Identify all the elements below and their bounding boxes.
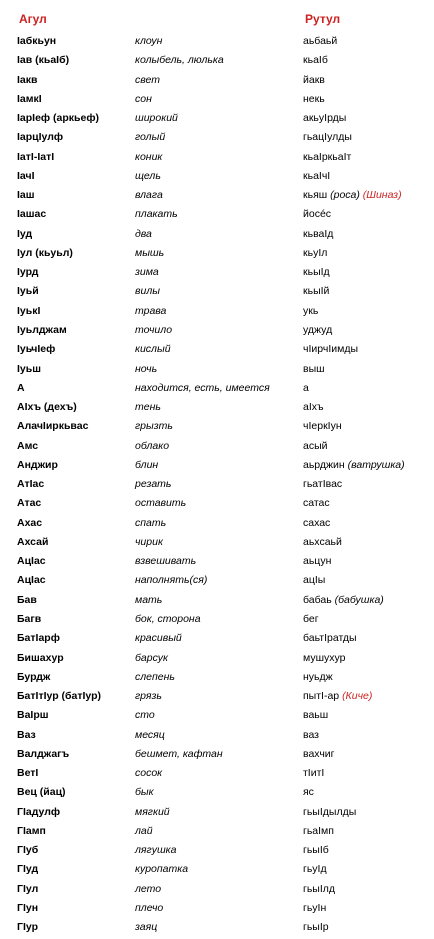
agul-word: ГIадулф xyxy=(17,805,61,818)
russian-translation: трава xyxy=(135,304,167,317)
table-row xyxy=(0,342,434,361)
agul-word: IарцIулф xyxy=(17,131,64,144)
agul-word: Бав xyxy=(17,593,37,606)
agul-word: Iуьй xyxy=(17,285,39,298)
rutul-word-cell xyxy=(303,613,319,625)
agul-word: ГIур xyxy=(17,921,38,934)
table-row xyxy=(0,130,434,149)
rutul-note: (роса) xyxy=(330,189,360,202)
agul-word: ГIун xyxy=(17,901,39,914)
russian-translation: мышь xyxy=(135,246,165,259)
table-row xyxy=(0,862,434,881)
russian-translation: бешмет, кафтан xyxy=(135,747,223,760)
russian-translation: облако xyxy=(135,439,170,452)
agul-word: АтIас xyxy=(17,478,45,491)
rutul-word: вахчиг xyxy=(303,747,335,760)
table-row xyxy=(0,477,434,496)
rutul-column-header: Рутул xyxy=(305,12,341,26)
rutul-word-cell xyxy=(303,748,335,760)
table-row xyxy=(0,843,434,862)
table-row xyxy=(0,419,434,438)
table-row xyxy=(0,747,434,766)
rutul-word-cell xyxy=(303,228,333,240)
agul-word: Iакв xyxy=(17,73,38,86)
agul-word: А xyxy=(17,381,25,394)
russian-translation: плечо xyxy=(135,901,164,914)
agul-word: ГIуд xyxy=(17,863,39,876)
table-row xyxy=(0,246,434,265)
russian-translation: красивый xyxy=(135,632,182,645)
russian-translation: свет xyxy=(135,73,160,86)
russian-translation: широкий xyxy=(135,112,178,125)
russian-translation: находится, есть, имеется xyxy=(135,381,270,394)
rutul-word: кьуIл xyxy=(303,246,328,259)
agul-word: Бурдж xyxy=(17,670,51,683)
rutul-word-cell xyxy=(303,324,332,336)
rutul-word-cell xyxy=(303,382,309,394)
rutul-word: мушухур xyxy=(303,651,346,664)
rutul-word: а xyxy=(303,381,309,394)
table-row xyxy=(0,535,434,554)
rutul-word-cell xyxy=(303,112,346,124)
table-row xyxy=(0,554,434,573)
word-list xyxy=(0,34,434,939)
rutul-word-cell xyxy=(303,921,329,933)
agul-word: Iабкьун xyxy=(17,35,57,47)
rutul-word-cell xyxy=(303,131,352,143)
column-header-row xyxy=(0,8,434,32)
table-row xyxy=(0,901,434,920)
russian-translation: спать xyxy=(135,516,167,529)
rutul-word: гьуIд xyxy=(303,863,327,876)
table-row xyxy=(0,651,434,670)
rutul-word: асый xyxy=(303,439,328,452)
russian-translation: ночь xyxy=(135,362,158,375)
agul-word: Амс xyxy=(17,439,39,452)
rutul-dialect-note: (Шиназ) xyxy=(362,189,402,202)
agul-word: ВаIрш xyxy=(17,709,49,722)
rutul-word: кьваIд xyxy=(303,227,334,240)
table-row xyxy=(0,111,434,130)
rutul-word-cell xyxy=(303,709,328,721)
rutul-word: пытI-ар xyxy=(303,690,340,703)
rutul-word-cell xyxy=(303,574,325,586)
table-row xyxy=(0,304,434,323)
rutul-word: аьбаьй xyxy=(303,35,338,47)
rutul-dialect-note: (Киче) xyxy=(342,690,373,703)
agul-word: Iул (кьуьл) xyxy=(17,246,73,259)
russian-translation: лето xyxy=(135,882,162,895)
agul-word: АцIас xyxy=(17,555,46,568)
agul-word: IамкI xyxy=(17,92,42,105)
table-row xyxy=(0,689,434,708)
rutul-word-cell xyxy=(303,786,314,798)
table-row xyxy=(0,458,434,477)
rutul-word-cell xyxy=(303,863,327,875)
agul-word: Ахсай xyxy=(17,535,49,548)
agul-word: БатIтIур (батIур) xyxy=(17,690,102,703)
agul-word: IачI xyxy=(17,169,35,182)
table-row xyxy=(0,573,434,592)
agul-word: Багв xyxy=(17,612,42,625)
rutul-word-cell xyxy=(303,517,330,529)
rutul-word-cell xyxy=(303,189,402,201)
rutul-word-cell xyxy=(303,363,325,375)
rutul-word-cell xyxy=(303,420,342,432)
russian-translation: месяц xyxy=(135,728,165,741)
table-row xyxy=(0,150,434,169)
russian-translation: коник xyxy=(135,150,163,163)
agul-word: Анджир xyxy=(17,458,58,471)
rutul-word: кьяш xyxy=(303,189,328,202)
agul-word: Атас xyxy=(17,497,42,510)
rutul-word: ацIы xyxy=(303,574,326,587)
table-row xyxy=(0,670,434,689)
rutul-word: кьаIчI xyxy=(303,169,331,182)
russian-translation: барсук xyxy=(135,651,168,664)
table-row xyxy=(0,227,434,246)
russian-translation: влага xyxy=(135,189,163,202)
russian-translation: оставить xyxy=(135,497,187,510)
rutul-word: аьцун xyxy=(303,555,332,568)
rutul-word: выш xyxy=(303,362,325,375)
rutul-word-cell xyxy=(303,170,330,182)
rutul-word: чIирчIимды xyxy=(303,343,359,356)
agul-word: IарIеф (аркьеф) xyxy=(17,112,100,125)
rutul-word-cell xyxy=(303,459,405,471)
russian-translation: плакать xyxy=(135,208,178,221)
rutul-word: яс xyxy=(303,786,314,799)
russian-translation: резать xyxy=(135,478,172,491)
agul-column-header: Агул xyxy=(19,12,47,26)
rutul-word: чIеркIун xyxy=(303,420,342,433)
rutul-word: йocéс xyxy=(303,208,332,221)
agul-word: Iашас xyxy=(17,208,47,221)
rutul-word-cell xyxy=(303,343,358,355)
russian-translation: колыбель, люлька xyxy=(135,54,224,67)
rutul-word: йакв xyxy=(303,73,325,86)
rutul-word-cell xyxy=(303,247,327,259)
russian-translation: два xyxy=(135,227,152,240)
table-row xyxy=(0,785,434,804)
russian-translation: сон xyxy=(135,92,152,105)
russian-translation: чирик xyxy=(135,535,163,548)
table-row xyxy=(0,169,434,188)
russian-translation: бок, сторона xyxy=(135,612,201,625)
rutul-word: бег xyxy=(303,612,319,625)
rutul-word: сатас xyxy=(303,497,330,510)
russian-translation: наполнять(ся) xyxy=(135,574,208,587)
table-row xyxy=(0,612,434,631)
agul-word: ВетI xyxy=(17,767,39,780)
rutul-word: кьыIй xyxy=(303,285,330,298)
russian-translation: мать xyxy=(135,593,163,606)
table-row xyxy=(0,400,434,419)
rutul-word: гьаIмп xyxy=(303,824,334,837)
table-row xyxy=(0,284,434,303)
rutul-word-cell xyxy=(303,825,334,837)
rutul-word-cell xyxy=(303,806,356,818)
russian-translation: щель xyxy=(135,169,161,182)
rutul-word-cell xyxy=(303,93,325,105)
agul-word: Бишахур xyxy=(17,651,64,664)
rutul-word: ваз xyxy=(303,728,319,741)
rutul-word-cell xyxy=(303,536,342,548)
rutul-word: кьаIб xyxy=(303,54,328,67)
rutul-word: аьхсаьй xyxy=(303,535,342,548)
rutul-word-cell xyxy=(303,729,319,741)
rutul-word: аьрджин xyxy=(303,458,345,471)
table-row xyxy=(0,92,434,111)
rutul-word: гьыIр xyxy=(303,921,329,934)
table-row xyxy=(0,381,434,400)
rutul-word: кьаIркьаIт xyxy=(303,150,352,163)
table-row xyxy=(0,34,434,53)
table-row xyxy=(0,207,434,226)
rutul-word-cell xyxy=(303,594,384,606)
russian-translation: куропатка xyxy=(135,863,189,876)
rutul-word-cell xyxy=(303,652,345,664)
agul-word: Iурд xyxy=(17,266,39,279)
agul-word: ГIамп xyxy=(17,824,46,837)
russian-translation: точило xyxy=(135,323,173,336)
rutul-word-cell xyxy=(303,844,329,856)
rutul-word: акьуIрды xyxy=(303,112,347,125)
agul-word: АлачIиркьвас xyxy=(17,420,89,433)
table-row xyxy=(0,362,434,381)
rutul-word-cell xyxy=(303,883,335,895)
russian-translation: лай xyxy=(135,824,153,837)
agul-word: Iуьлджам xyxy=(17,323,67,336)
rutul-note: (бабушка) xyxy=(334,593,384,606)
table-row xyxy=(0,728,434,747)
agul-word: АцIас xyxy=(17,574,46,587)
table-row xyxy=(0,593,434,612)
table-row xyxy=(0,323,434,342)
rutul-word-cell xyxy=(303,285,329,297)
russian-translation: клоун xyxy=(135,35,163,47)
agul-word: БатIарф xyxy=(17,632,60,645)
rutul-word-cell xyxy=(303,266,330,278)
russian-translation: заяц xyxy=(135,921,158,934)
agul-word: ГIуб xyxy=(17,844,39,857)
russian-translation: мягкий xyxy=(135,805,170,818)
table-row xyxy=(0,805,434,824)
table-row xyxy=(0,708,434,727)
rutul-word-cell xyxy=(303,54,328,66)
table-row xyxy=(0,265,434,284)
russian-translation: голый xyxy=(135,131,166,144)
table-row xyxy=(0,188,434,207)
rutul-word: бабаь xyxy=(303,593,332,606)
russian-translation: блин xyxy=(135,458,159,471)
rutul-word: некь xyxy=(303,92,325,105)
agul-word: Ахас xyxy=(17,516,43,529)
rutul-word-cell xyxy=(303,671,333,683)
agul-word: IуькI xyxy=(17,304,41,317)
russian-translation: зима xyxy=(135,266,159,279)
rutul-word: гьуIн xyxy=(303,901,327,914)
rutul-word: кьыIд xyxy=(303,266,330,279)
rutul-word-cell xyxy=(303,305,318,317)
russian-translation: слепень xyxy=(135,670,175,683)
agul-word: AIхъ (дехъ) xyxy=(17,401,77,414)
russian-translation: лягушка xyxy=(135,844,177,857)
russian-translation: вилы xyxy=(135,285,160,298)
agul-word: Iуд xyxy=(17,227,33,240)
russian-translation: бык xyxy=(135,786,154,799)
rutul-word-cell xyxy=(303,151,351,163)
rutul-word-cell xyxy=(303,767,324,779)
table-row xyxy=(0,766,434,785)
agul-word: ГIул xyxy=(17,882,39,895)
russian-translation: тень xyxy=(135,401,161,414)
rutul-word: аIхъ xyxy=(303,401,324,414)
rutul-word-cell xyxy=(303,440,328,452)
table-row xyxy=(0,496,434,515)
agul-word: IуьчIеф xyxy=(17,343,56,356)
russian-translation: сто xyxy=(135,709,155,722)
rutul-word-cell xyxy=(303,497,330,509)
russian-translation: взвешивать xyxy=(135,555,197,568)
rutul-word-cell xyxy=(303,902,326,914)
table-row xyxy=(0,439,434,458)
agul-word: Iаш xyxy=(17,189,35,202)
rutul-word: уджуд xyxy=(303,323,333,336)
rutul-word: укь xyxy=(303,304,319,317)
russian-translation: грязь xyxy=(135,690,162,703)
rutul-word-cell xyxy=(303,401,324,413)
rutul-note: (ватрушка) xyxy=(347,458,405,471)
russian-translation: сосок xyxy=(135,767,163,780)
table-row xyxy=(0,824,434,843)
russian-translation: кислый xyxy=(135,343,171,356)
rutul-word: гьыIлд xyxy=(303,882,336,895)
table-row xyxy=(0,631,434,650)
rutul-word-cell xyxy=(303,74,325,86)
table-row xyxy=(0,516,434,535)
agul-word: Валджагъ xyxy=(17,747,70,760)
agul-word: Ваз xyxy=(17,728,36,741)
table-row xyxy=(0,882,434,901)
rutul-word-cell xyxy=(303,208,331,220)
rutul-word: нуьдж xyxy=(303,670,333,683)
rutul-word-cell xyxy=(303,35,337,47)
rutul-word: сахас xyxy=(303,516,331,529)
rutul-word-cell xyxy=(303,690,372,702)
table-row xyxy=(0,920,434,939)
rutul-word: ваьш xyxy=(303,709,329,722)
agul-word: Iуьш xyxy=(17,362,41,375)
rutul-word: гьыIб xyxy=(303,844,329,857)
rutul-word: гьыIдылды xyxy=(303,805,357,818)
agul-word: IатI-IатI xyxy=(17,150,55,163)
russian-translation: грызть xyxy=(135,420,173,433)
table-row xyxy=(0,73,434,92)
rutul-word-cell xyxy=(303,478,342,490)
table-row xyxy=(0,53,434,72)
agul-word: Iав (кьаIб) xyxy=(17,54,70,67)
rutul-word-cell xyxy=(303,555,331,567)
rutul-word: тIитI xyxy=(303,767,325,780)
rutul-word: гьацIулды xyxy=(303,131,352,144)
agul-word: Вец (йац) xyxy=(17,786,66,799)
rutul-word-cell xyxy=(303,632,357,644)
rutul-word: гьатIвас xyxy=(303,478,343,491)
rutul-word: баьтIратды xyxy=(303,632,357,645)
